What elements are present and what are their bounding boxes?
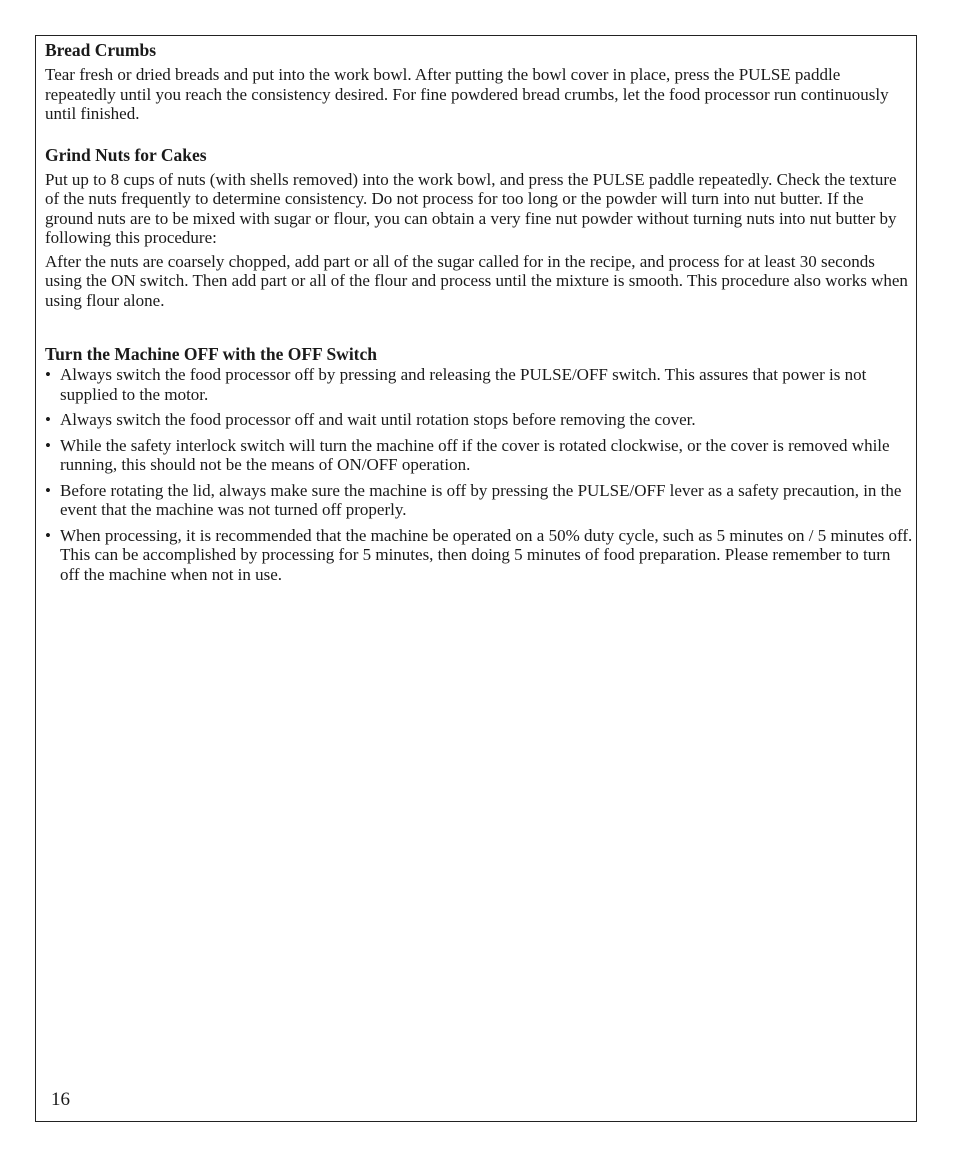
heading-turn-off: Turn the Machine OFF with the OFF Switch (45, 344, 378, 364)
section-bread-crumbs (45, 39, 913, 124)
bullet-icon: • (45, 365, 51, 384)
bullet-list (45, 365, 913, 584)
page-content (45, 39, 913, 584)
list-item (45, 526, 913, 585)
heading-bread-crumbs: Bread Crumbs (45, 40, 157, 60)
list-item (45, 365, 913, 404)
bullet-icon: • (45, 480, 51, 500)
section-turn-off (45, 343, 913, 584)
bullet-icon: • (45, 410, 51, 429)
paragraph-grind-nuts-1: Put up to 8 cups of nuts (with shells removed) into the work bowl, and press the PULSE paddle repeatedly. Check the texture of the nuts frequently to determine consistency. Do not process for too long or the powder will turn into nut butter. If the ground nuts are to be mixed with sugar or flour, you can obtain a very fine nut powder without turning nuts into nut butter by following this procedure: (45, 169, 897, 247)
list-item (45, 436, 913, 475)
list-item-text: When processing, it is recommended that the machine be operated on a 50% duty cycle, such as 5 minutes on / 5 minutes off. This can be accomplished by processing for 5 minutes, then doing 5 minutes of food preparation. Please remember to turn off the machine when not in use. (60, 525, 913, 584)
list-item-text: Always switch the food processor off and wait until rotation stops before removing the cover. (60, 410, 696, 429)
page-frame (35, 35, 917, 1122)
section-grind-nuts (45, 144, 913, 311)
list-item-text: While the safety interlock switch will turn the machine off if the cover is rotated clockwise, or the cover is removed while running, this should not be the means of ON/OFF operation. (60, 435, 890, 474)
list-item-text: Always switch the food processor off by pressing and releasing the PULSE/OFF switch. This assures that power is not supplied to the motor. (60, 365, 867, 404)
paragraph-bread-crumbs: Tear fresh or dried breads and put into the work bowl. After putting the bowl cover in place, press the PULSE paddle repeatedly until you reach the consistency desired. For fine powdered bread crumbs, let the food processor run continuously until finished. (45, 65, 889, 123)
paragraph-grind-nuts-2: After the nuts are coarsely chopped, add part or all of the sugar called for in the recipe, and process for at least 30 seconds using the ON switch. Then add part or all of the flour and process until the mixture is smooth. This procedure also works when using flour alone. (45, 251, 908, 310)
list-item-text: Before rotating the lid, always make sure the machine is off by pressing the PULSE/OFF lever as a safety precaution, in the event that the machine was not turned off properly. (60, 480, 902, 519)
bullet-icon: • (45, 435, 51, 455)
heading-grind-nuts: Grind Nuts for Cakes (45, 144, 207, 165)
page-number: 16 (51, 1089, 70, 1110)
bullet-icon: • (45, 525, 51, 545)
list-item (45, 481, 913, 520)
list-item (45, 410, 913, 430)
